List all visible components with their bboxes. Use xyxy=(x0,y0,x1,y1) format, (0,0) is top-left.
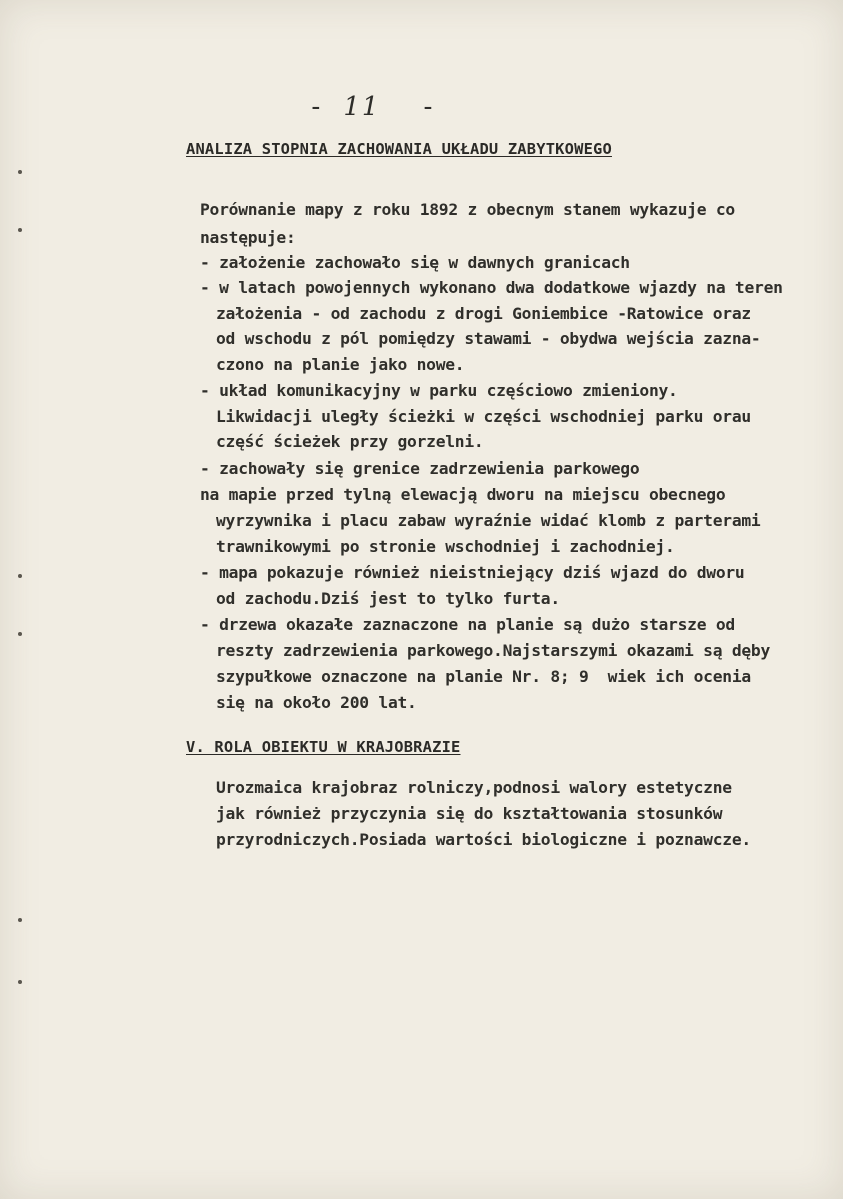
text-line: wyrzywnika i placu zabaw wyraźnie widać klomb z parterami xyxy=(216,511,761,530)
punch-mark xyxy=(18,228,22,232)
text-line: Likwidacji uległy ścieżki w części wschodniej parku orau xyxy=(216,407,751,426)
punch-mark xyxy=(18,170,22,174)
text-line: przyrodniczych.Posiada wartości biologiczne i poznawcze. xyxy=(216,830,751,849)
page-number xyxy=(308,92,438,122)
text-line: - zachowały się grenice zadrzewienia parkowego xyxy=(200,459,640,478)
text-line: jak również przyczynia się do kształtowania stosunków xyxy=(216,804,723,823)
punch-mark xyxy=(18,632,22,636)
text-line: część ścieżek przy gorzelni. xyxy=(216,432,484,451)
text-line: czono na planie jako nowe. xyxy=(216,355,465,374)
text-line: od zachodu.Dziś jest to tylko furta. xyxy=(216,589,560,608)
text-line: od wschodu z pól pomiędzy stawami - obydwa wejścia zazna- xyxy=(216,329,761,348)
punch-mark xyxy=(18,574,22,578)
text-line: się na około 200 lat. xyxy=(216,693,417,712)
text-line: trawnikowymi po stronie wschodniej i zachodniej. xyxy=(216,537,675,556)
text-line: - założenie zachowało się w dawnych granicach xyxy=(200,253,630,272)
text-line: - w latach powojennych wykonano dwa dodatkowe wjazdy na teren xyxy=(200,278,783,297)
text-line: - mapa pokazuje również nieistniejący dziś wjazd do dworu xyxy=(200,563,745,582)
punch-mark xyxy=(18,918,22,922)
text-line: następuje: xyxy=(200,228,296,247)
section-heading-analysis: ANALIZA STOPNIA ZACHOWANIA UKŁADU ZABYTKOWEGO xyxy=(186,140,612,158)
page-number-dash-left: - xyxy=(308,92,326,122)
text-line: założenia - od zachodu z drogi Goniembice -Ratowice oraz xyxy=(216,304,751,323)
punch-mark xyxy=(18,980,22,984)
page-number-dash-right: - xyxy=(420,92,438,122)
text-line: Urozmaica krajobraz rolniczy,podnosi walory estetyczne xyxy=(216,778,732,797)
page-number-value: 11 xyxy=(343,92,381,122)
text-line: szypułkowe oznaczone na planie Nr. 8; 9 wiek ich ocenia xyxy=(216,667,751,686)
section-heading-role: V. ROLA OBIEKTU W KRAJOBRAZIE xyxy=(186,738,461,756)
text-line: - układ komunikacyjny w parku częściowo zmieniony. xyxy=(200,381,678,400)
text-line: Porównanie mapy z roku 1892 z obecnym stanem wykazuje co xyxy=(200,200,735,219)
text-line: reszty zadrzewienia parkowego.Najstarszymi okazami są dęby xyxy=(216,641,771,660)
text-line: na mapie przed tylną elewacją dworu na miejscu obecnego xyxy=(200,485,726,504)
text-line: - drzewa okazałe zaznaczone na planie są dużo starsze od xyxy=(200,615,735,634)
